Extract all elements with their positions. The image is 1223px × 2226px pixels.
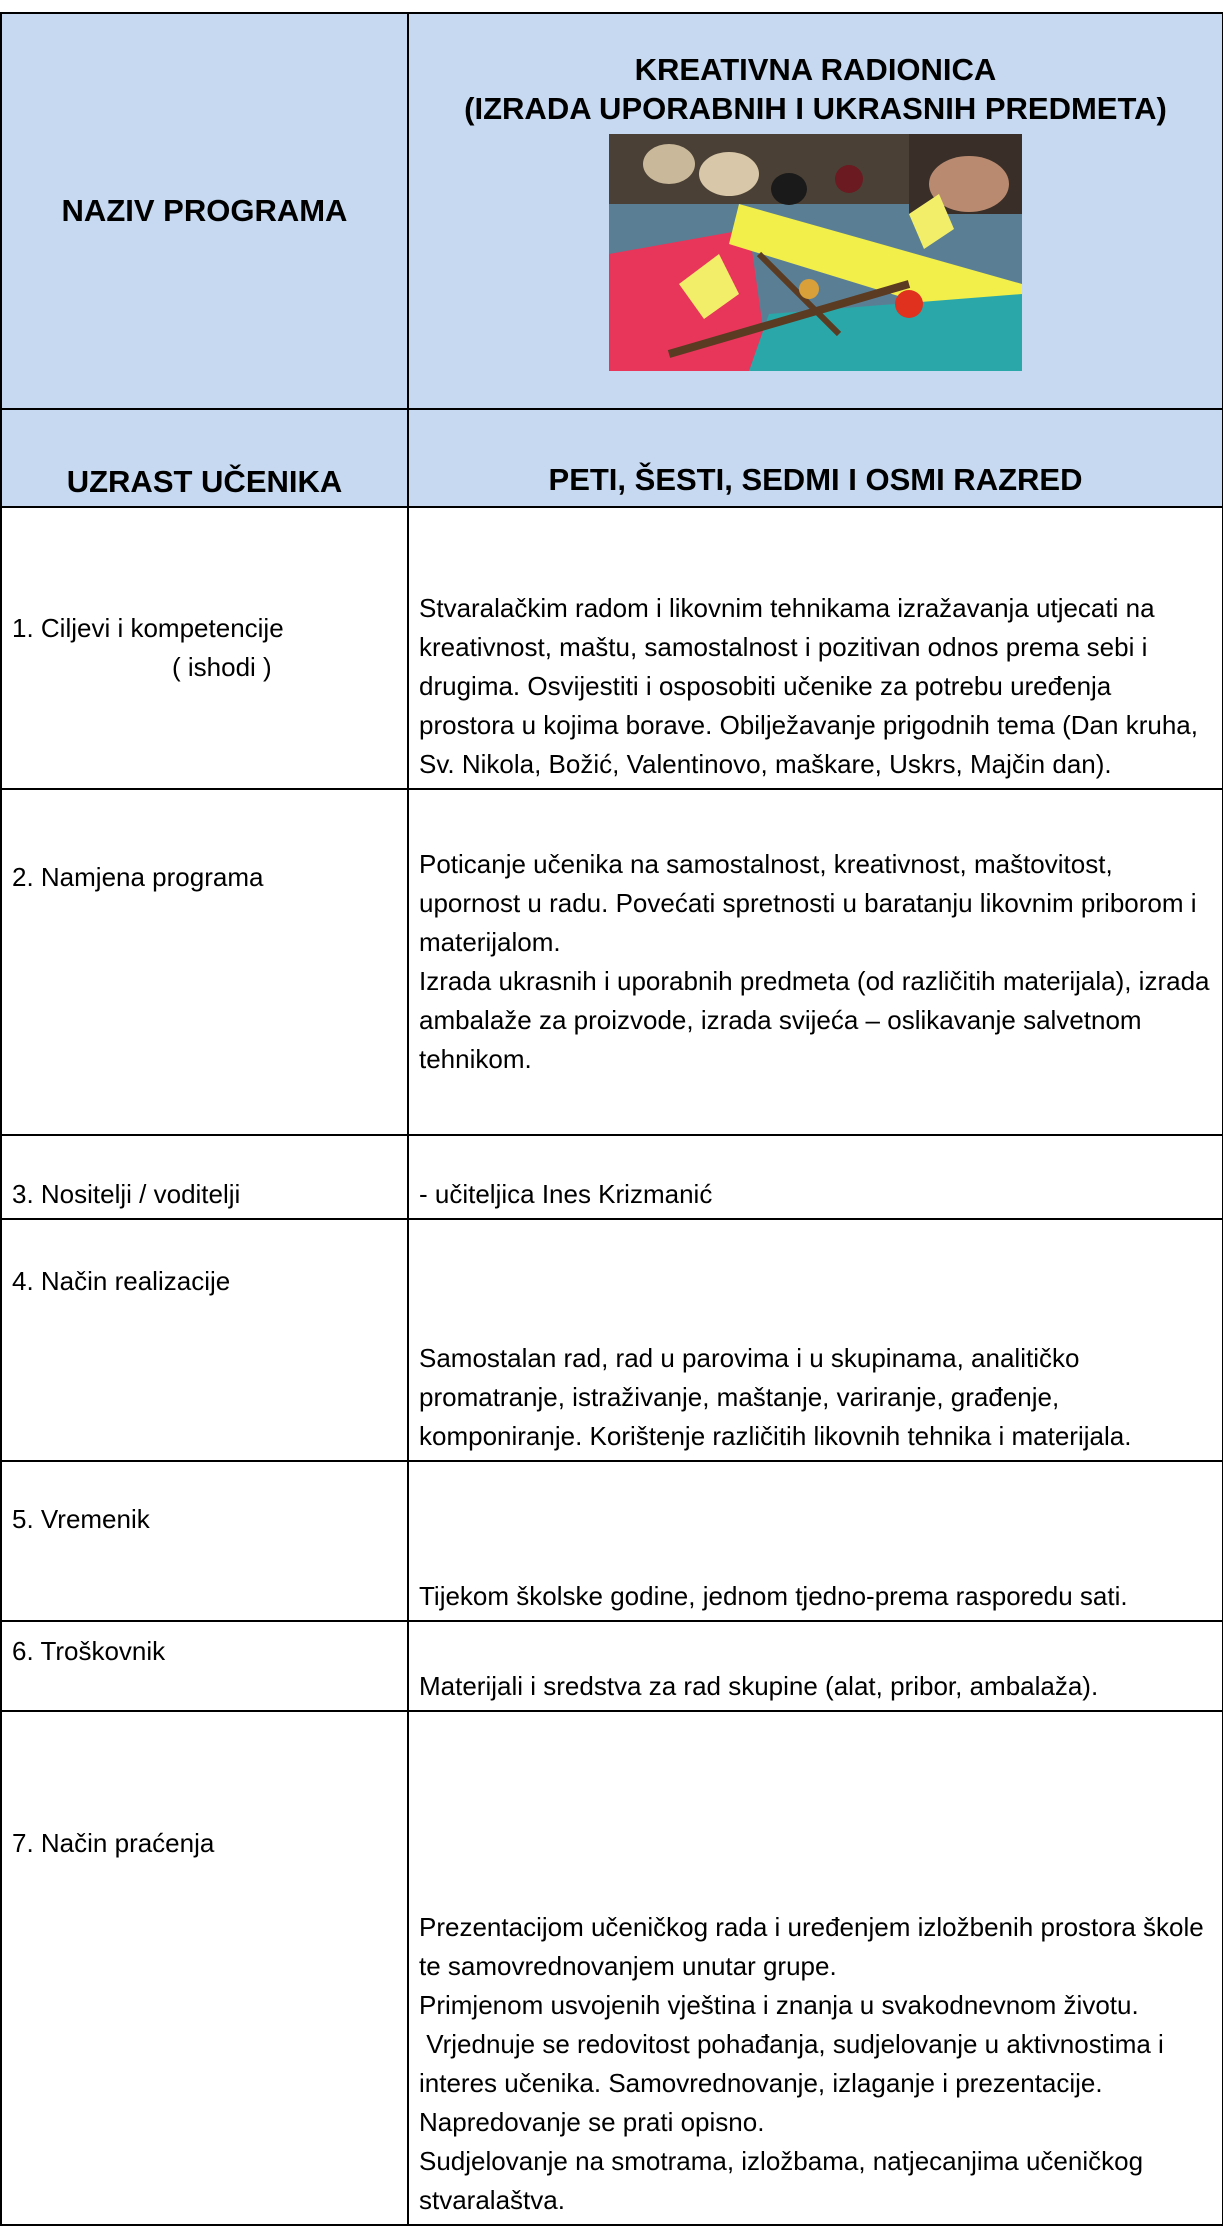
workshop-photo <box>609 134 1022 371</box>
table-row <box>1 1461 1223 1621</box>
row-text: Materijali i sredstva za rad skupine (alat, pribor, ambalaža). <box>408 1621 1223 1711</box>
age-label: UZRAST UČENIKA <box>1 409 408 507</box>
row-text: - učiteljica Ines Krizmanić <box>408 1135 1223 1219</box>
table-row <box>1 507 1223 789</box>
program-title-line2: (IZRADA UPORABNIH I UKRASNIH PREDMETA) <box>464 90 1167 126</box>
row-text: Tijekom školske godine, jednom tjedno-prema rasporedu sati. <box>408 1461 1223 1621</box>
row-text-paragraph: Prezentacijom učeničkog rada i uređenjem izložbenih prostora škole te samovrednovanjem unutar grupe. <box>419 1912 1204 1981</box>
age-value: PETI, ŠESTI, SEDMI I OSMI RAZRED <box>408 409 1223 507</box>
table-row <box>1 1135 1223 1219</box>
row-text: Stvaralačkim radom i likovnim tehnikama izražavanja utjecati na kreativnost, maštu, samostalnost i pozitivan odnos prema sebi i drugima. Osvijestiti i osposobiti učenike za potrebu uređenja prostora u kojima borave. Obilježavanje prigodnih tema (Dan kruha, Sv. Nikola, Božić, Valentinovo, maškare, Uskrs, Majčin dan). <box>408 507 1223 789</box>
row-text-paragraph: Poticanje učenika na samostalnost, kreativnost, maštovitost, upornost u radu. Povećati spretnosti u baratanju likovnim priborom i materijalom. <box>419 849 1197 957</box>
program-title-cell <box>408 13 1223 409</box>
row-label: 3. Nositelji / voditelji <box>1 1135 408 1219</box>
program-name-label-cell <box>1 13 408 409</box>
row-text <box>408 789 1223 1135</box>
row-text-paragraph: Izrada ukrasnih i uporabnih predmeta (od različitih materijala), izrada ambalaže za proizvode, izrada svijeća – oslikavanje salvetnom tehnikom. <box>419 966 1210 1074</box>
age-row <box>1 409 1223 507</box>
row-text-paragraph: Sudjelovanje na smotrama, izložbama, natjecanjima učeničkog stvaralaštva. <box>419 2146 1144 2215</box>
row-label: 5. Vremenik <box>1 1461 408 1621</box>
row-label: 2. Namjena programa <box>1 789 408 1135</box>
program-title <box>419 51 1212 129</box>
row-label: 6. Troškovnik <box>1 1621 408 1711</box>
table-row <box>1 789 1223 1135</box>
table-row <box>1 1711 1223 2225</box>
row-text: Samostalan rad, rad u parovima i u skupinama, analitičko promatranje, istraživanje, maštanje, variranje, građenje, komponiranje. Korištenje različitih likovnih tehnika i materijala. <box>408 1219 1223 1461</box>
program-name-label: NAZIV PROGRAMA <box>61 193 348 228</box>
row-label: 4. Način realizacije <box>1 1219 408 1461</box>
row-label <box>1 507 408 789</box>
program-title-line1: KREATIVNA RADIONICA <box>634 51 997 87</box>
row-label: 7. Način praćenja <box>1 1711 408 2225</box>
program-name-row <box>1 13 1223 409</box>
table-row <box>1 1219 1223 1461</box>
row-text <box>408 1711 1223 2225</box>
table-row <box>1 1621 1223 1711</box>
row-label-line1: 1. Ciljevi i kompetencije <box>12 613 284 643</box>
row-text-paragraph: Primjenom usvojenih vještina i znanja u svakodnevnom životu. <box>419 1990 1139 2020</box>
workshop-photo-illustration <box>609 134 1022 371</box>
row-label-line2: ( ishodi ) <box>172 652 272 682</box>
row-text-paragraph: Vrjednuje se redovitost pohađanja, sudjelovanje u aktivnostima i interes učenika. Samovrednovanje, izlaganje i prezentacije. Napredovanje se prati opisno. <box>419 2029 1172 2137</box>
